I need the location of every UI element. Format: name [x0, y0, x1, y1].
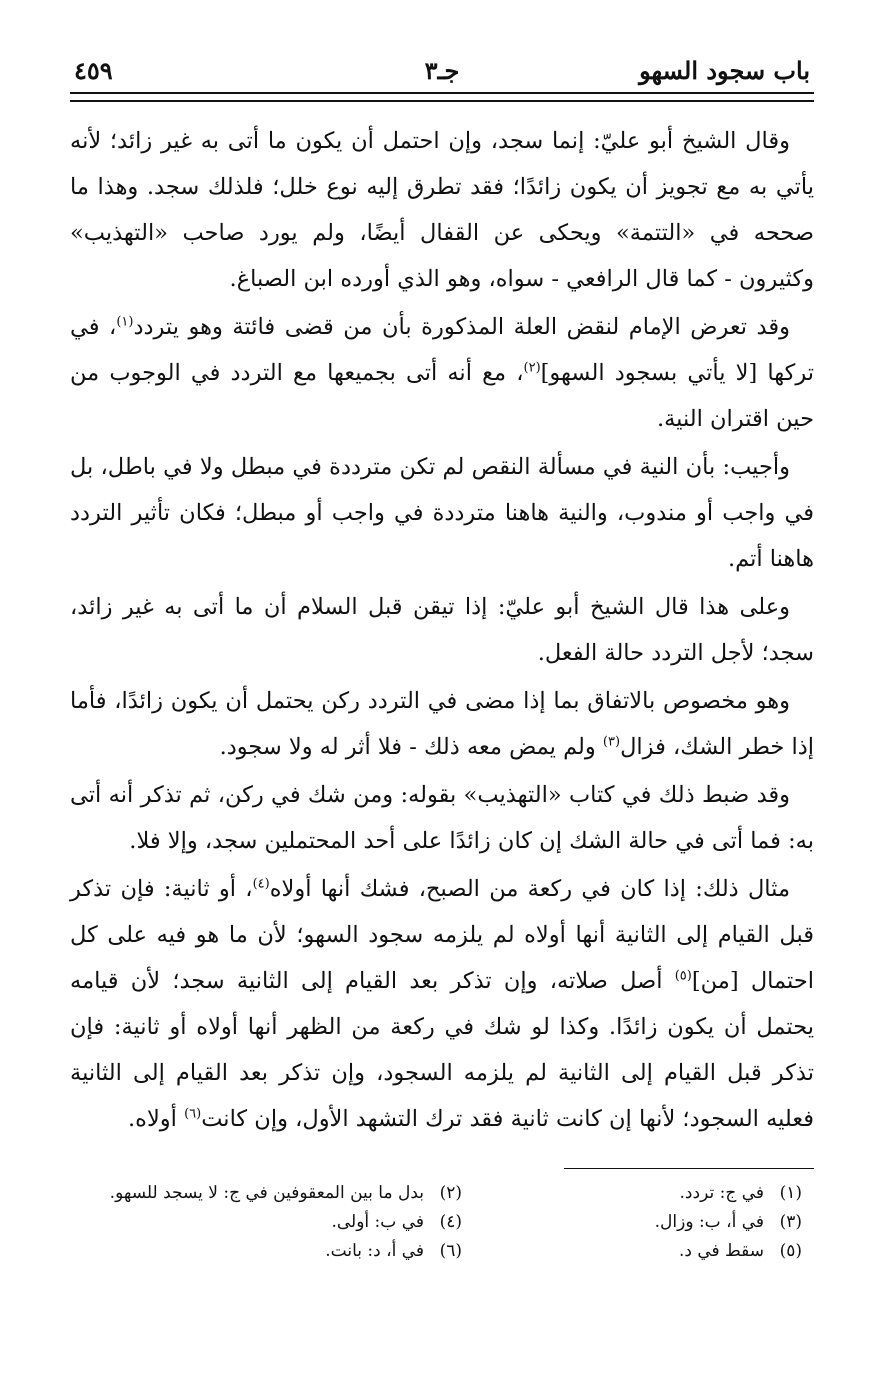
- footnotes: [70, 1179, 814, 1266]
- footnote-item: [502, 1237, 802, 1266]
- paragraph-text: أصل صلاته، وإن تذكر بعد القيام إلى الثانية سجد؛ لأن قيامه يحتمل أن يكون زائدًا. وكذا لو شك في ركعة من الظهر أنها أولاه أو ثانية: فإن تذكر قبل القيام إلى الثانية لم يلزمه السجود، وإن تذكر بعد القيام إلى الثانية فعليه السجود؛ لأنها إن كانت ثانية فقد ترك التشهد الأول، وإن كانت: [70, 968, 814, 1132]
- paragraph-text: ، مع أنه أتى بجميعها مع التردد في الوجوب من حين اقتران النية.: [70, 360, 814, 432]
- footnote-text: في أ، د: بانت.: [325, 1241, 424, 1261]
- footnote-item: [70, 1208, 462, 1237]
- book-page: [70, 50, 814, 1350]
- footnote-item: [70, 1179, 462, 1208]
- paragraph-text: ، في تركها [لا يأتي بسجود السهو]: [70, 314, 814, 386]
- footnote-marker: (٣): [602, 734, 621, 750]
- footnote-item: [502, 1208, 802, 1237]
- footnote-text: في ج: تردد.: [679, 1183, 764, 1203]
- paragraph-text: وعلى هذا قال الشيخ أبو عليّ: إذا تيقن قبل السلام أن ما أتى به غير زائد، سجد؛ لأجل التردد حالة الفعل.: [70, 594, 814, 666]
- paragraph: [70, 678, 814, 770]
- paragraph-text: وهو مخصوص بالاتفاق بما إذا مضى في التردد ركن يحتمل أن يكون زائدًا، فأما إذا خطر الشك، فزال: [70, 688, 814, 760]
- paragraph-text: وقد تعرض الإمام لنقض العلة المذكورة بأن من قضى فائتة وهو يتردد: [133, 314, 790, 340]
- paragraph-text: ، أو ثانية: فإن تذكر قبل القيام إلى الثانية أنها أولاه لم يلزمه سجود السهو؛ لأن ما هو فيه على كل احتمال [من]: [70, 876, 814, 994]
- footnote-marker: (١): [116, 314, 134, 330]
- chapter-title: باب سجود السهو: [639, 56, 810, 85]
- footnote-marker: (٤): [252, 876, 270, 892]
- footnote-number: (٣): [779, 1212, 802, 1232]
- footnote-text: بدل ما بين المعقوفين في ج: لا يسجد للسهو.: [109, 1183, 424, 1203]
- footnote-number: (٦): [439, 1241, 462, 1261]
- footnote-item: [70, 1237, 462, 1266]
- footnote-marker: (٥): [674, 968, 692, 984]
- paragraph-text: وقال الشيخ أبو عليّ: إنما سجد، وإن احتمل أن يكون ما أتى به غير زائد؛ لأنه يأتي به مع تجويز أن يكون زائدًا؛ فقد تطرق إليه نوع خلل؛ فلذلك سجد. وهذا ما صححه في «التتمة» ويحكى عن القفال أيضًا، ولم يورد صاحب «التهذيب» وكثيرون - كما قال الرافعي - سواه، وهو الذي أورده ابن الصباغ.: [70, 128, 814, 292]
- footnote-number: (٥): [779, 1241, 802, 1261]
- footnote-text: في ب: أولى.: [331, 1212, 424, 1232]
- footnote-number: (١): [779, 1183, 802, 1203]
- footnote-text: في أ، ب: وزال.: [654, 1212, 764, 1232]
- footnote-text: سقط في د.: [678, 1241, 764, 1261]
- paragraph: [70, 584, 814, 676]
- body-text: [70, 118, 814, 1142]
- paragraph: [70, 118, 814, 302]
- footnote-marker: (٦): [184, 1106, 202, 1122]
- page-number: ٤٥٩: [74, 56, 113, 85]
- volume-label: جـ٣: [424, 56, 460, 85]
- paragraph-text: وأجيب: بأن النية في مسألة النقص لم تكن مترددة في مبطل ولا في باطل، بل في واجب أو مندوب، والنية هاهنا مترددة في واجب أو مبطل؛ فكان تأثير التردد هاهنا أتم.: [70, 454, 814, 572]
- paragraph: [70, 772, 814, 864]
- footnote-number: (٤): [439, 1212, 462, 1232]
- footnote-item: [502, 1179, 802, 1208]
- paragraph: [70, 444, 814, 582]
- footnote-number: (٢): [439, 1183, 462, 1203]
- page-header: [70, 50, 814, 90]
- paragraph-text: ولم يمض معه ذلك - فلا أثر له ولا سجود.: [219, 734, 603, 760]
- paragraph: [70, 304, 814, 442]
- footnote-separator: [564, 1168, 814, 1169]
- paragraph-text: وقد ضبط ذلك في كتاب «التهذيب» بقوله: ومن شك في ركن، ثم تذكر أنه أتى به: فما أتى في حالة الشك إن كان زائدًا على أحد المحتملين سجد، وإلا فلا.: [70, 782, 814, 854]
- paragraph: [70, 866, 814, 1142]
- footnote-marker: (٢): [523, 360, 541, 376]
- paragraph-text: مثال ذلك: إذا كان في ركعة من الصبح، فشك أنها أولاه: [269, 876, 790, 902]
- header-double-rule: [70, 92, 814, 102]
- paragraph-text: أولاه.: [128, 1106, 185, 1132]
